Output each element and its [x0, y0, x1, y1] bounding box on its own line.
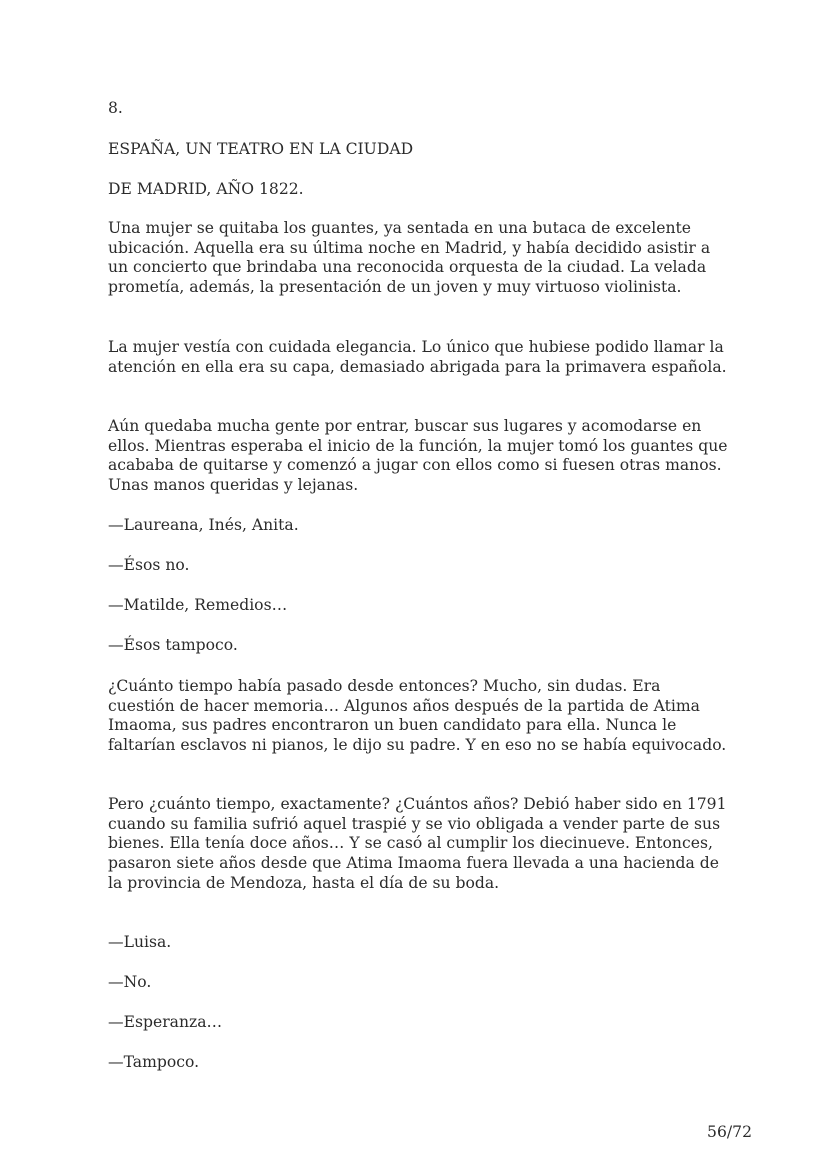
dialogue-line: —Ésos tampoco. — [108, 636, 238, 654]
chapter-number: 8. — [108, 99, 123, 117]
chapter-title-line-1: ESPAÑA, UN TEATRO EN LA CIUDAD — [108, 140, 414, 158]
dialogue-line: —No. — [108, 973, 152, 991]
paragraph: ¿Cuánto tiempo había pasado desde entonces? Mucho, sin dudas. Era cuestión de hacer memoria… Algunos años después de la partida de Atima Imaoma, sus padres encontraron un buen candidato para ella. Nunca le faltarían esclavos ni pianos, le dijo su padre. Y en eso no se había equivocado. — [108, 677, 727, 755]
dialogue-line: —Matilde, Remedios… — [108, 596, 288, 614]
chapter-title-line-2: DE MADRID, AÑO 1822. — [108, 180, 304, 198]
dialogue-line: —Tampoco. — [108, 1053, 200, 1071]
dialogue-line: —Ésos no. — [108, 556, 190, 574]
dialogue-line: —Esperanza… — [108, 1013, 223, 1031]
dialogue-line: —Laureana, Inés, Anita. — [108, 516, 299, 534]
paragraph: Pero ¿cuánto tiempo, exactamente? ¿Cuántos años? Debió haber sido en 1791 cuando su familia sufrió aquel traspié y se vio obligada a vender parte de sus bienes. Ella tenía doce años… Y se casó al cumplir los diecinueve. Entonces, pasaron siete años desde que Atima Imaoma fuera llevada a una hacienda de la provincia de Mendoza, hasta el día de su boda. — [108, 795, 727, 892]
dialogue-line: —Luisa. — [108, 933, 172, 951]
page-indicator: 56/72 — [707, 1123, 752, 1141]
paragraph: Una mujer se quitaba los guantes, ya sentada en una butaca de excelente ubicación. Aquella era su última noche en Madrid, y había decidido asistir a un concierto que brindaba una reconocida orquesta de la ciudad. La velada prometía, además, la presentación de un joven y muy virtuoso violinista. — [108, 219, 711, 297]
paragraph: Aún quedaba mucha gente por entrar, buscar sus lugares y acomodarse en ellos. Mientras esperaba el inicio de la función, la mujer tomó los guantes que acababa de quitarse y comenzó a jugar con ellos como si fuesen otras manos. Unas manos queridas y lejanas. — [108, 417, 728, 495]
paragraph: La mujer vestía con cuidada elegancia. Lo único que hubiese podido llamar la atención en ella era su capa, demasiado abrigada para la primavera española. — [108, 338, 727, 376]
